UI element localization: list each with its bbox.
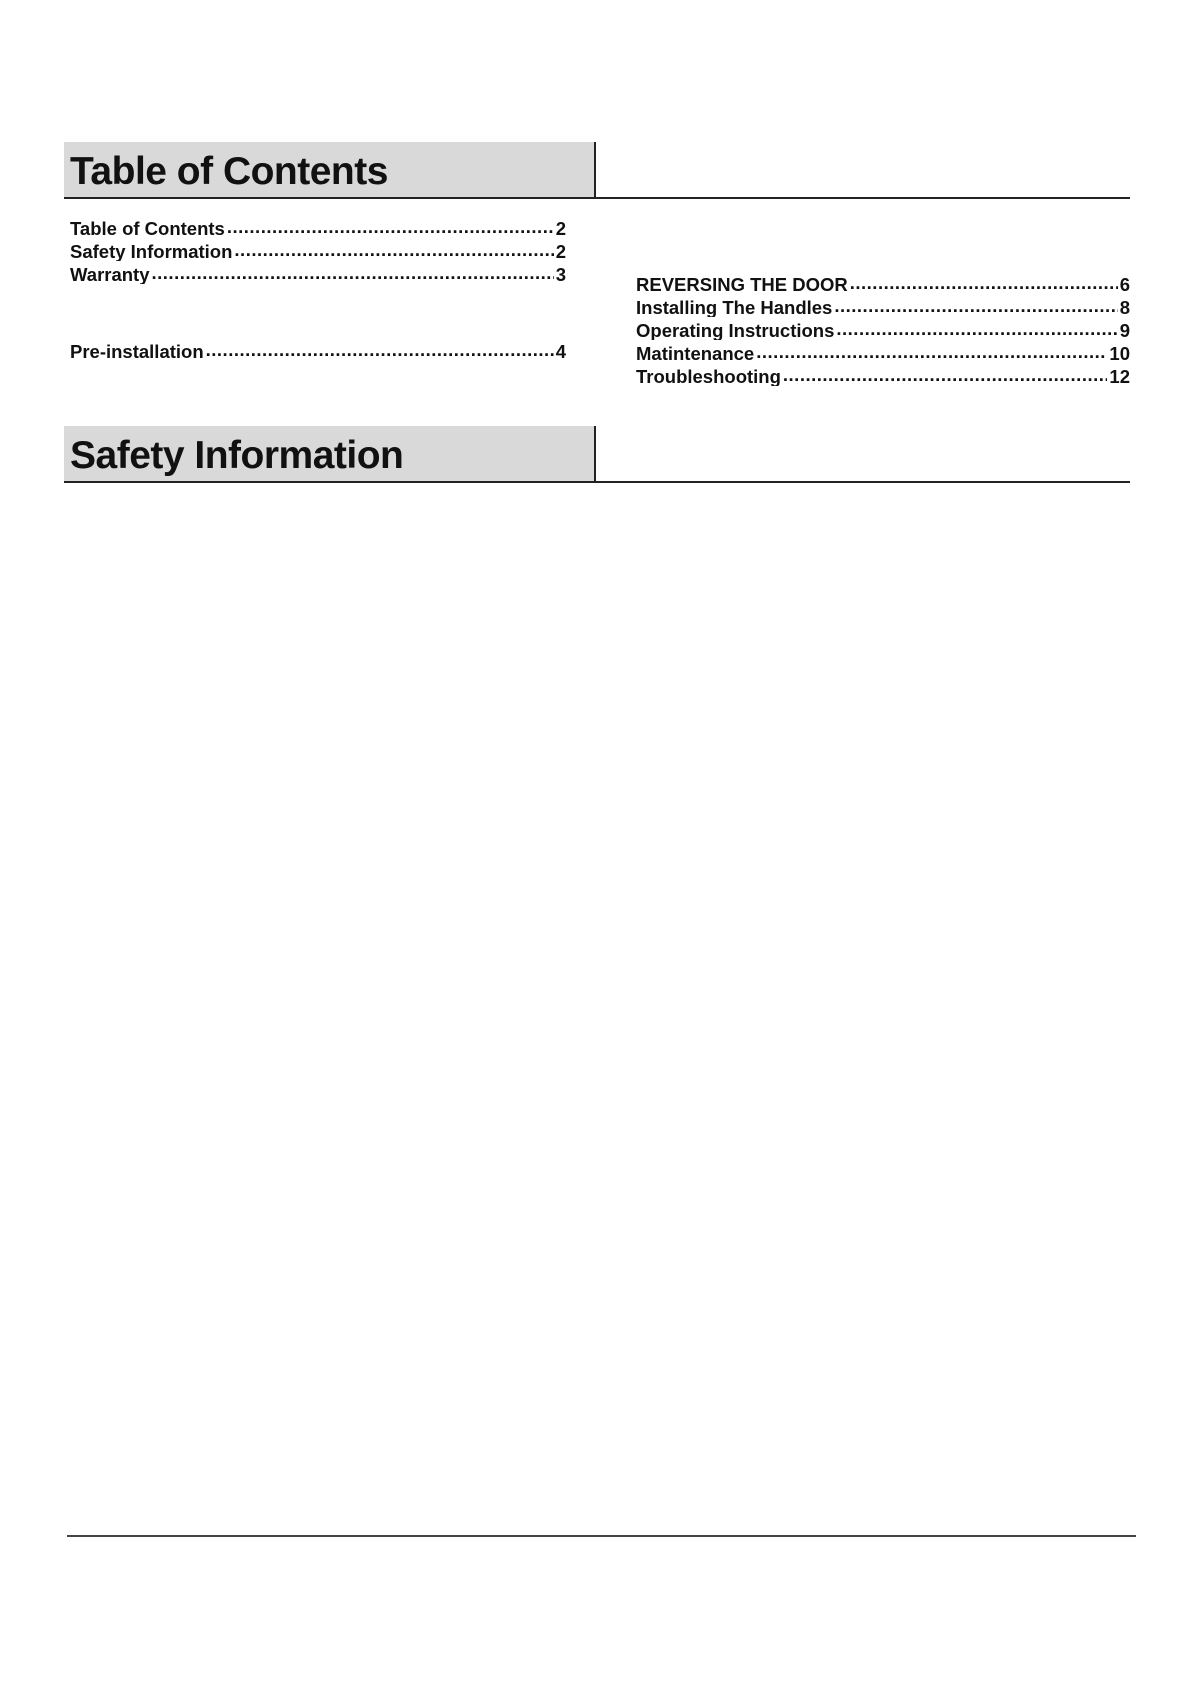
toc-entry-page: 2	[555, 240, 566, 261]
toc-entry-label: Installing The Handles	[636, 296, 833, 317]
safety-header-rule	[64, 481, 1130, 483]
toc-leader-dots	[227, 216, 554, 235]
safety-section-title: Safety Information	[70, 434, 404, 477]
toc-entry-pre-installation[interactable]	[70, 339, 566, 361]
toc-section-header	[64, 142, 1130, 200]
toc-entry-page: 2	[555, 217, 566, 238]
toc-entry-warranty[interactable]	[70, 262, 566, 284]
toc-leader-dots	[783, 364, 1108, 383]
toc-entry-operating-instructions[interactable]	[636, 318, 1130, 340]
toc-entry-label: Table of Contents	[70, 217, 225, 238]
toc-entry-label: Pre-installation	[70, 340, 204, 361]
toc-entry-page: 3	[555, 263, 566, 284]
toc-leader-dots	[152, 262, 554, 281]
toc-leader-dots	[850, 272, 1118, 291]
toc-section-title: Table of Contents	[70, 150, 388, 193]
toc-entry-table-of-contents[interactable]	[70, 216, 566, 238]
footer-rule	[67, 1535, 1136, 1537]
toc-entry-label: Matintenance	[636, 342, 755, 363]
toc-leader-dots	[756, 341, 1107, 360]
toc-entry-label: Operating Instructions	[636, 319, 835, 340]
toc-entry-label: REVERSING THE DOOR	[636, 273, 848, 294]
toc-leader-dots	[836, 318, 1117, 337]
toc-entry-label: Troubleshooting	[636, 365, 781, 386]
toc-entry-page: 6	[1119, 273, 1130, 294]
toc-entry-installing-the-handles[interactable]	[636, 295, 1130, 317]
toc-leader-dots	[234, 239, 553, 258]
toc-entry-maintenance[interactable]	[636, 341, 1130, 363]
toc-entry-reversing-the-door[interactable]	[636, 272, 1130, 294]
toc-entry-page: 10	[1109, 342, 1130, 363]
toc-entry-page: 9	[1119, 319, 1130, 340]
toc-entry-troubleshooting[interactable]	[636, 364, 1130, 386]
toc-leader-dots	[834, 295, 1117, 314]
toc-entry-page: 12	[1109, 365, 1130, 386]
toc-entry-page: 8	[1119, 296, 1130, 317]
safety-section-header	[64, 426, 1130, 484]
toc-entry-page: 4	[555, 340, 566, 361]
toc-entry-safety-information[interactable]	[70, 239, 566, 261]
toc-entry-label: Safety Information	[70, 240, 233, 261]
toc-leader-dots	[206, 339, 554, 358]
toc-entry-label: Warranty	[70, 263, 150, 284]
safety-title-box	[64, 426, 596, 482]
toc-title-box	[64, 142, 596, 198]
toc-header-rule	[64, 197, 1130, 199]
